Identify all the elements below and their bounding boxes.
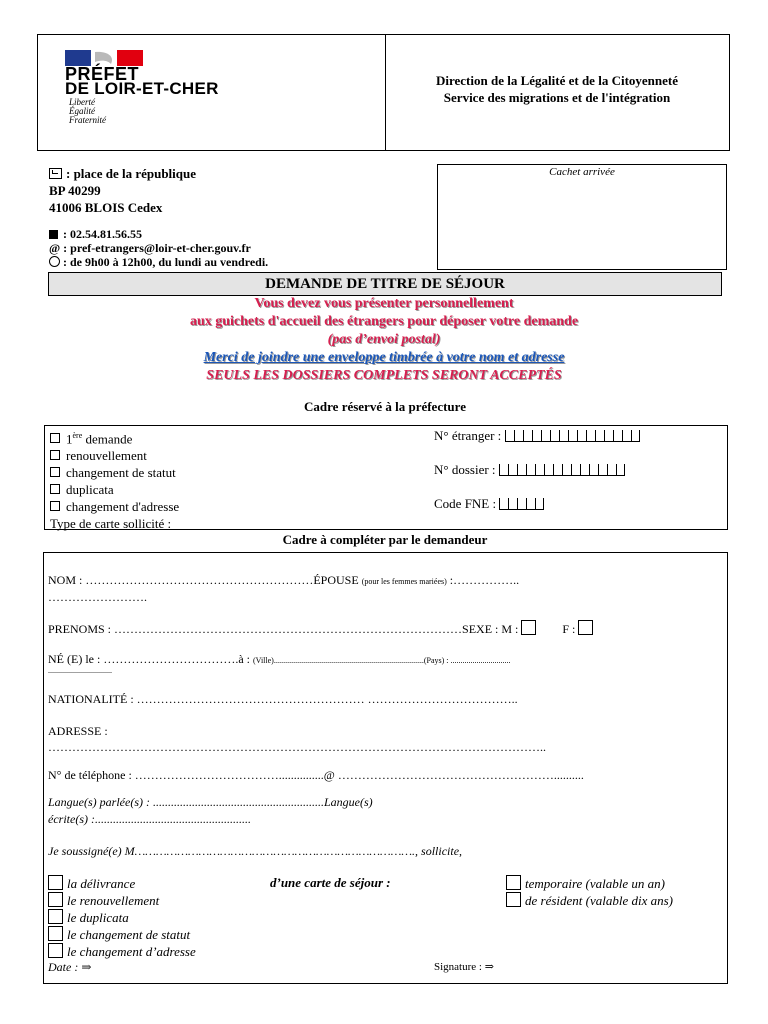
form-title: DEMANDE DE TITRE DE SÉJOUR [48,272,722,296]
card-type-options [506,875,673,909]
department-title: DE LOIR-ET-CHER [65,79,219,98]
checkbox-temporary[interactable] [506,875,521,890]
card-label: d’une carte de séjour : [270,875,391,890]
option-status-change: changement de statut [50,464,179,481]
birth-field[interactable]: NÉ (E) le : …………………………….à : (Ville)...........................................................................(Pays) : .............................. [48,652,511,666]
phone-line: : 02.54.81.56.55 [49,227,268,241]
request-renewal: le renouvellement [48,892,196,909]
fne-code-field[interactable] [499,498,544,514]
foreigner-number-field[interactable] [505,430,640,446]
address-field[interactable]: …………………………………………………………………………………………………………….. [48,740,546,754]
sex-m-checkbox[interactable] [521,620,536,635]
option-first-request: 1ère demande [50,427,179,447]
request-status-change: le changement de statut [48,926,196,943]
notice-line-1: Vous devez vous présenter personnellement [254,296,514,311]
checkbox-request-status-change[interactable] [48,926,63,941]
address-line-1: : place de la république [49,165,196,182]
file-number-field[interactable] [499,464,625,480]
option-duplicate: duplicata [50,481,179,498]
card-type-label: Type de carte sollicité : [50,516,172,532]
clock-icon [49,256,60,267]
stamp-box [437,164,727,270]
request-address-change: le changement d’adresse [48,943,196,960]
date-field[interactable]: Date : ⇒ [48,960,92,974]
sex-f-checkbox[interactable] [578,620,593,635]
foreigner-number-row[interactable]: N° étranger : [434,428,640,446]
stamp-label: Cachet arrivée [549,166,615,178]
checkbox-renewal[interactable] [50,450,60,460]
checkbox-delivery[interactable] [48,875,63,890]
checkbox-request-duplicate[interactable] [48,909,63,924]
signature-field[interactable]: Signature : ⇒ [434,961,494,973]
checkbox-status-change[interactable] [50,467,60,477]
mail-icon [49,168,62,179]
notice-line-4: Merci de joindre une enveloppe timbrée à votre nom et adresse [203,350,565,365]
languages-spoken-field[interactable]: Langue(s) parlée(s) : .........................................................Langue(s) [48,795,373,809]
languages-written-field[interactable]: écrite(s) :.................................................... [48,812,251,826]
checkbox-request-address-change[interactable] [48,943,63,958]
nationality-field[interactable]: NATIONALITÉ : ………………………………………………… ……………………………….. [48,692,518,706]
service-name: Service des migrations et de l'intégration [443,90,671,105]
checkbox-first-request[interactable] [50,433,60,443]
file-number-row[interactable]: N° dossier : [434,462,625,480]
notice-line-5: SEULS LES DOSSIERS COMPLETS SERONT ACCEPTÉS [206,368,562,383]
declaration-field[interactable]: Je soussigné(e) M……………………………………………………………………., sollicite, [48,844,463,858]
address-line-3: 41006 BLOIS Cedex [49,200,163,215]
phone-icon [49,230,58,239]
notice-line-3: (pas d’envoi postal) [327,332,441,347]
prefecture-heading: Cadre réservé à la préfecture [304,399,466,414]
notice-line-2: aux guichets d'accueil des étrangers pour déposer votre demande [189,314,579,329]
checkbox-resident[interactable] [506,892,521,907]
option-renewal: renouvellement [50,447,179,464]
email-line: @ : pref-etrangers@loir-et-cher.gouv.fr [49,241,251,255]
applicant-box [43,552,728,984]
prenoms-field[interactable]: PRENOMS : ……………………………………………………………………………SEXE : M : F : [48,620,593,637]
motto-fraternite: Fraternité [69,115,106,125]
request-duplicate: le duplicata [48,909,196,926]
header-box [37,34,730,151]
applicant-heading: Cadre à compléter par le demandeur [282,532,488,547]
checkbox-address-change[interactable] [50,501,60,511]
motto-egalite: Égalité [69,106,95,116]
option-address-change: changement d'adresse [50,498,179,515]
prefecture-box [44,425,728,530]
nom-field-line2[interactable]: ……………………. [48,590,147,604]
checkbox-request-renewal[interactable] [48,892,63,907]
nom-field[interactable]: NOM : …………………………………………………ÉPOUSE (pour les femmes mariées) :…………….. [48,573,520,587]
hours-line: : de 9h00 à 12h00, du lundi au vendredi. [49,255,268,269]
motto-liberte: Liberté [69,97,95,107]
logo-panel [38,35,386,150]
card-resident: de résident (valable dix ans) [506,892,673,909]
address-label: ADRESSE : [48,724,108,738]
contact-details [49,227,268,269]
fne-code-row[interactable]: Code FNE : [434,496,544,514]
prefecture-options [50,427,179,532]
request-delivery: la délivrance [48,875,196,892]
phone-email-field[interactable]: N° de téléphone : ………………………………...............@ ……………………………………………….......... [48,768,584,782]
contact-address [49,165,196,216]
prefet-title: PRÉFET [65,64,140,84]
request-options [48,875,196,960]
birth-field-line2[interactable]: ................................ [48,666,112,675]
direction-name: Direction de la Légalité et de la Citoyenneté [435,73,678,88]
card-temporary: temporaire (valable un an) [506,875,673,892]
address-line-2: BP 40299 [49,183,101,198]
checkbox-duplicate[interactable] [50,484,60,494]
